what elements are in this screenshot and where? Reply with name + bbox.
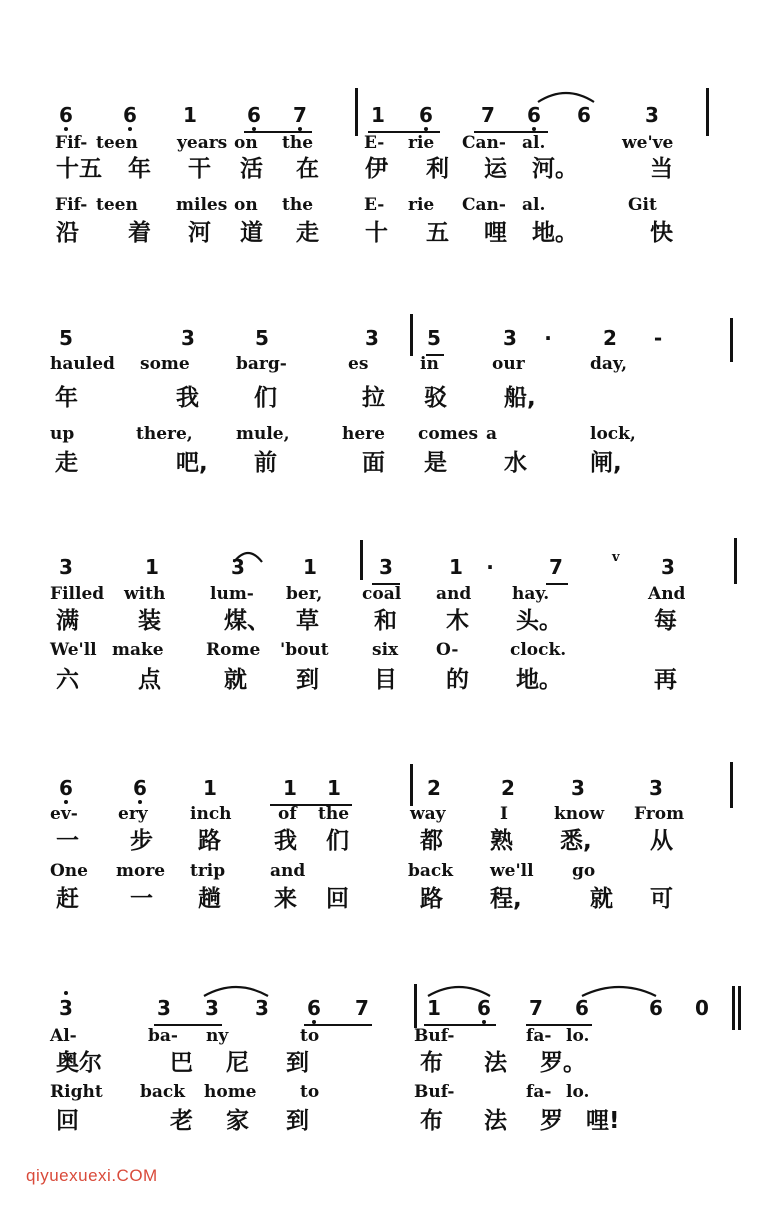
jianpu-note: 6 — [469, 998, 499, 1018]
bar-line — [414, 984, 417, 1028]
lyric-english-verse1: and — [436, 584, 472, 604]
lyric-chinese-verse2: 一 — [130, 886, 153, 912]
lyric-chinese-verse1: 在 — [296, 156, 319, 182]
lyric-chinese-verse1: 装 — [138, 608, 161, 634]
lyric-chinese-verse1: 从 — [650, 828, 673, 854]
lyric-english-verse1: inch — [190, 804, 232, 824]
jianpu-note: 5 — [59, 326, 73, 350]
bar-line — [738, 986, 741, 1030]
lyric-chinese-verse2: 是 — [424, 450, 447, 476]
lyric-chinese-verse1: 法 — [484, 1050, 507, 1076]
breath-mark: v — [612, 550, 620, 565]
bar-line — [732, 986, 735, 1030]
jianpu-note: 1 — [427, 996, 441, 1020]
lyric-chinese-verse2: 就 — [590, 886, 613, 912]
tie-arc — [582, 984, 656, 998]
lyric-chinese-verse1: 都 — [420, 828, 443, 854]
lyric-chinese-verse1: 路 — [198, 828, 221, 854]
lyric-chinese-verse2: 水 — [504, 450, 527, 476]
lyric-chinese-verse2: 五 — [426, 220, 449, 246]
lyric-chinese-verse2: 地。 — [516, 667, 562, 693]
lyric-english-verse1: with — [124, 584, 166, 604]
lyric-chinese-verse1: 运 — [484, 156, 507, 182]
lyric-english-verse1: Fif- — [55, 133, 88, 153]
lyric-english-verse1: some — [140, 354, 190, 374]
lyric-english-verse2: rie — [408, 195, 435, 215]
lyric-english-verse1: And — [648, 584, 686, 604]
lyric-chinese-verse2: 回 — [326, 886, 349, 912]
lyric-english-verse1: day, — [590, 354, 628, 374]
lyric-chinese-verse2: 再 — [654, 667, 677, 693]
lyric-english-verse1: hauled — [50, 354, 115, 374]
lyric-english-verse1: teen — [96, 133, 138, 153]
lyric-chinese-verse2: 赶 — [56, 886, 79, 912]
watermark-text: qiyuexuexi.COM — [26, 1166, 158, 1185]
octave-dot-below — [64, 127, 68, 131]
lyric-chinese-verse2: 快 — [650, 220, 673, 246]
jianpu-note: 1 — [371, 103, 385, 127]
lyric-english-verse2: more — [116, 861, 166, 881]
lyric-chinese-verse2: 可 — [650, 886, 673, 912]
lyric-chinese-verse1: 干 — [188, 156, 211, 182]
jianpu-note: 3 — [661, 555, 675, 579]
lyric-english-verse2: Git — [628, 195, 657, 215]
lyric-english-verse1: rie — [408, 133, 435, 153]
lyric-english-verse1: coal — [362, 584, 402, 604]
lyric-english-verse1: ny — [206, 1026, 229, 1046]
lyric-english-verse2: back — [408, 861, 454, 881]
lyric-english-verse1: our — [492, 354, 525, 374]
jianpu-note: 3 — [205, 996, 219, 1020]
tie-arc — [538, 90, 594, 104]
lyric-english-verse2: miles — [176, 195, 228, 215]
lyric-chinese-verse2: 点 — [138, 667, 161, 693]
lyric-chinese-verse2: 哩! — [586, 1108, 620, 1134]
lyric-english-verse2: mule, — [236, 424, 290, 444]
lyric-chinese-verse2: 程, — [490, 886, 522, 912]
lyric-english-verse2: we'll — [490, 861, 534, 881]
jianpu-note: 7 — [355, 996, 369, 1020]
lyric-chinese-verse1: 草 — [296, 608, 319, 634]
lyric-chinese-verse2: 到 — [296, 667, 319, 693]
jianpu-note: 1 — [327, 776, 341, 800]
lyric-english-verse1: lo. — [566, 1026, 590, 1046]
lyric-chinese-verse1: 熟 — [490, 828, 513, 854]
bar-line — [730, 762, 733, 808]
lyric-chinese-verse1: 驳 — [424, 385, 447, 411]
jianpu-note: 3 — [59, 555, 73, 579]
lyric-english-verse2: comes — [418, 424, 479, 444]
lyric-english-verse2: up — [50, 424, 75, 444]
lyric-chinese-verse2: 趟 — [198, 886, 221, 912]
lyric-chinese-verse2: 哩 — [484, 220, 507, 246]
lyric-chinese-verse2: 沿 — [56, 220, 79, 246]
lyric-chinese-verse1: 罗。 — [540, 1050, 586, 1076]
lyric-english-verse1: years — [177, 133, 228, 153]
lyric-chinese-verse2: 法 — [484, 1108, 507, 1134]
lyric-chinese-verse2: 目 — [374, 667, 397, 693]
lyric-chinese-verse2: 就 — [224, 667, 247, 693]
lyric-english-verse2: One — [50, 861, 88, 881]
lyric-english-verse1: Can- — [462, 133, 506, 153]
lyric-chinese-verse2: 十 — [365, 220, 388, 246]
lyric-chinese-verse1: 步 — [130, 828, 153, 854]
lyric-english-verse1: ev- — [50, 804, 78, 824]
jianpu-note: - — [653, 326, 663, 350]
jianpu-note: 1 — [145, 555, 159, 579]
lyric-chinese-verse2: 地。 — [532, 220, 578, 246]
lyric-english-verse1: know — [554, 804, 605, 824]
lyric-chinese-verse1: 们 — [254, 385, 277, 411]
lyric-english-verse1: way — [410, 804, 446, 824]
jianpu-note: 2 — [603, 326, 617, 350]
bar-line — [734, 538, 737, 584]
lyric-english-verse2: Fif- — [55, 195, 88, 215]
tie-arc — [428, 984, 490, 998]
lyric-chinese-verse1: 和 — [374, 608, 397, 634]
lyric-english-verse1: ba- — [148, 1026, 178, 1046]
lyric-english-verse2: trip — [190, 861, 226, 881]
jianpu-note: · — [486, 555, 494, 579]
lyric-english-verse1: al. — [522, 133, 546, 153]
lyric-chinese-verse1: 活 — [240, 156, 263, 182]
lyric-chinese-verse2: 罗 — [540, 1108, 563, 1134]
lyric-english-verse1: of — [278, 804, 297, 824]
bar-line — [360, 540, 363, 580]
jianpu-note: 7 — [529, 996, 543, 1020]
bar-line — [410, 764, 413, 806]
jianpu-note: 1 — [449, 555, 463, 579]
jianpu-note: 6 — [239, 105, 269, 125]
lyric-chinese-verse1: 我 — [274, 828, 297, 854]
lyric-chinese-verse2: 走 — [296, 220, 319, 246]
lyric-english-verse2: go — [572, 861, 596, 881]
lyric-english-verse2: E- — [364, 195, 385, 215]
lyric-english-verse2: home — [204, 1082, 257, 1102]
lyric-chinese-verse1: 尼 — [226, 1050, 249, 1076]
lyric-english-verse2: here — [342, 424, 385, 444]
lyric-chinese-verse1: 们 — [326, 828, 349, 854]
lyric-english-verse2: lo. — [566, 1082, 590, 1102]
lyric-english-verse2: six — [372, 640, 399, 660]
jianpu-note: 2 — [427, 776, 441, 800]
lyric-chinese-verse2: 着 — [128, 220, 151, 246]
lyric-chinese-verse1: 年 — [128, 156, 151, 182]
lyric-english-verse2: the — [282, 195, 314, 215]
lyric-chinese-verse1: 木 — [446, 608, 469, 634]
lyric-chinese-verse2: 老 — [170, 1108, 193, 1134]
lyric-chinese-verse1: 巴 — [170, 1050, 193, 1076]
lyric-english-verse1: to — [300, 1026, 320, 1046]
lyric-chinese-verse1: 船, — [504, 385, 536, 411]
lyric-chinese-verse1: 一 — [56, 828, 79, 854]
jianpu-note: 6 — [519, 105, 549, 125]
lyric-english-verse2: back — [140, 1082, 186, 1102]
lyric-english-verse1: es — [348, 354, 369, 374]
lyric-english-verse1: Al- — [50, 1026, 77, 1046]
lyric-english-verse2: to — [300, 1082, 320, 1102]
lyric-chinese-verse1: 河。 — [532, 156, 578, 182]
lyric-chinese-verse1: 拉 — [362, 385, 385, 411]
jianpu-note: 6 — [51, 105, 81, 125]
jianpu-note: 1 — [203, 776, 217, 800]
jianpu-note: 7 — [549, 555, 563, 579]
jianpu-note: 6 — [51, 778, 81, 798]
lyric-chinese-verse2: 的 — [446, 667, 469, 693]
bar-line — [410, 314, 413, 356]
lyric-english-verse1: we've — [622, 133, 674, 153]
jianpu-note: 5 — [427, 326, 441, 350]
lyric-english-verse2: al. — [522, 195, 546, 215]
lyric-english-verse1: on — [234, 133, 258, 153]
jianpu-note: 3 — [181, 326, 195, 350]
jianpu-note: 3 — [571, 776, 585, 800]
jianpu-note: 6 — [649, 996, 663, 1020]
lyric-english-verse1: E- — [364, 133, 385, 153]
lyric-chinese-verse1: 悉, — [560, 828, 592, 854]
jianpu-note: 2 — [501, 776, 515, 800]
jianpu-note: 1 — [303, 555, 317, 579]
octave-dot-above — [64, 991, 68, 995]
lyric-chinese-verse2: 家 — [226, 1108, 249, 1134]
jianpu-note: 6 — [125, 778, 155, 798]
lyric-chinese-verse2: 河 — [188, 220, 211, 246]
lyric-chinese-verse1: 满 — [56, 608, 79, 634]
lyric-english-verse1: fa- — [526, 1026, 552, 1046]
lyric-english-verse1: the — [282, 133, 314, 153]
lyric-english-verse2: make — [112, 640, 164, 660]
tie-arc — [234, 550, 262, 564]
lyric-chinese-verse1: 年 — [55, 385, 78, 411]
lyric-english-verse2: a — [486, 424, 498, 444]
jianpu-note: 3 — [649, 776, 663, 800]
lyric-chinese-verse1: 利 — [426, 156, 449, 182]
jianpu-note: 3 — [645, 103, 659, 127]
lyric-chinese-verse1: 到 — [286, 1050, 309, 1076]
lyric-english-verse1: barg- — [236, 354, 287, 374]
bar-line — [706, 88, 709, 136]
jianpu-note: 3 — [255, 996, 269, 1020]
beam-underline — [546, 583, 568, 585]
lyric-english-verse2: Buf- — [414, 1082, 455, 1102]
lyric-english-verse1: ery — [118, 804, 148, 824]
lyric-chinese-verse2: 布 — [420, 1108, 443, 1134]
lyric-english-verse1: lum- — [210, 584, 254, 604]
lyric-chinese-verse1: 我 — [176, 385, 199, 411]
lyric-english-verse2: We'll — [50, 640, 97, 660]
jianpu-note: 6 — [115, 105, 145, 125]
lyric-chinese-verse2: 走 — [55, 450, 78, 476]
lyric-english-verse2: Right — [50, 1082, 103, 1102]
lyric-english-verse1: in — [420, 354, 439, 374]
octave-dot-below — [128, 127, 132, 131]
jianpu-note: 3 — [379, 555, 393, 579]
lyric-chinese-verse1: 当 — [650, 156, 673, 182]
jianpu-note: 3 — [231, 555, 245, 579]
lyric-chinese-verse2: 吧, — [176, 450, 208, 476]
lyric-chinese-verse1: 头。 — [516, 608, 562, 634]
jianpu-note: 3 — [51, 998, 81, 1018]
jianpu-note: 3 — [157, 996, 171, 1020]
lyric-english-verse1: Buf- — [414, 1026, 455, 1046]
jianpu-note: 1 — [283, 776, 297, 800]
lyric-chinese-verse1: 每 — [654, 608, 677, 634]
jianpu-note: 5 — [255, 326, 269, 350]
lyric-english-verse1: Filled — [50, 584, 105, 604]
lyric-english-verse1: ber, — [286, 584, 323, 604]
lyric-chinese-verse2: 闸, — [590, 450, 622, 476]
lyric-english-verse2: fa- — [526, 1082, 552, 1102]
lyric-english-verse2: teen — [96, 195, 138, 215]
lyric-english-verse2: Can- — [462, 195, 506, 215]
lyric-english-verse1: From — [634, 804, 685, 824]
jianpu-note: 6 — [577, 103, 591, 127]
lyric-english-verse1: hay. — [512, 584, 550, 604]
lyric-english-verse2: 'bout — [280, 640, 329, 660]
jianpu-note: 6 — [299, 998, 329, 1018]
tie-arc — [204, 984, 268, 998]
bar-line — [355, 88, 358, 136]
lyric-chinese-verse2: 六 — [56, 667, 79, 693]
lyric-chinese-verse2: 前 — [254, 450, 277, 476]
jianpu-note: 0 — [695, 996, 709, 1020]
lyric-english-verse2: lock, — [590, 424, 636, 444]
lyric-chinese-verse1: 布 — [420, 1050, 443, 1076]
lyric-english-verse2: clock. — [510, 640, 567, 660]
lyric-chinese-verse2: 回 — [56, 1108, 79, 1134]
jianpu-note: 3 — [365, 326, 379, 350]
bar-line — [730, 318, 733, 362]
lyric-chinese-verse2: 面 — [362, 450, 385, 476]
jianpu-note: 6 — [575, 996, 589, 1020]
lyric-chinese-verse2: 路 — [420, 886, 443, 912]
jianpu-note: 1 — [183, 103, 197, 127]
lyric-english-verse2: and — [270, 861, 306, 881]
lyric-chinese-verse2: 到 — [286, 1108, 309, 1134]
jianpu-note: 7 — [481, 103, 495, 127]
lyric-english-verse2: Rome — [206, 640, 261, 660]
lyric-chinese-verse1: 十五 — [56, 156, 102, 182]
lyric-english-verse1: I — [500, 804, 508, 824]
lyric-english-verse2: there, — [136, 424, 193, 444]
lyric-chinese-verse1: 伊 — [365, 156, 388, 182]
jianpu-note: 3 — [503, 326, 517, 350]
lyric-chinese-verse1: 煤、 — [224, 608, 270, 634]
lyric-chinese-verse2: 来 — [274, 886, 297, 912]
jianpu-note: 6 — [411, 105, 441, 125]
jianpu-note: · — [544, 326, 552, 350]
lyric-chinese-verse1: 奥尔 — [56, 1050, 102, 1076]
lyric-english-verse1: the — [318, 804, 350, 824]
jianpu-note: 7 — [285, 105, 315, 125]
lyric-chinese-verse2: 道 — [240, 220, 263, 246]
lyric-english-verse2: O- — [436, 640, 459, 660]
lyric-english-verse2: on — [234, 195, 258, 215]
